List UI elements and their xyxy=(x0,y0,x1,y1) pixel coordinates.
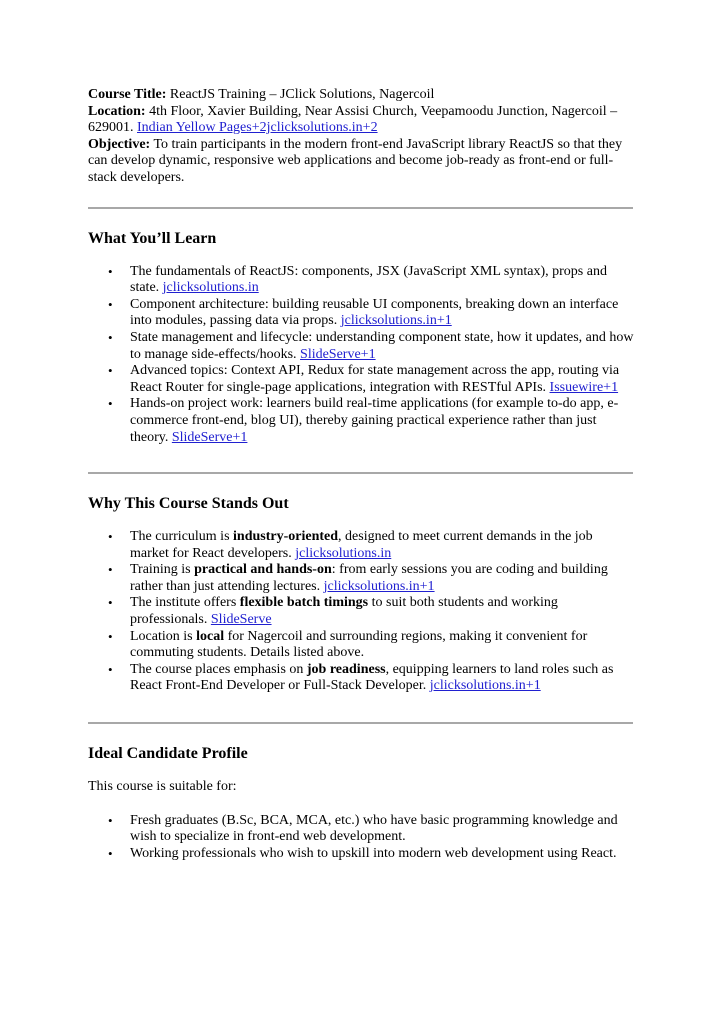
list-item: • Training is practical and hands-on: from early sessions you are coding and building rather than just attending lectures. jclicksolutions.in+1 xyxy=(130,562,634,595)
source-link[interactable]: jclicksolutions.in xyxy=(295,545,392,561)
source-link[interactable]: SlideServe+1 xyxy=(300,346,376,362)
list-item: • The institute offers flexible batch timings to suit both students and working professionals. SlideServe xyxy=(130,595,634,628)
section-heading-what-youll-learn: What You’ll Learn xyxy=(88,229,217,247)
list-item: • Advanced topics: Context API, Redux for state management across the app, routing via React Router for single-page applications, integration with RESTful APIs. Issuewire+1 xyxy=(130,363,634,396)
document-page xyxy=(88,87,634,862)
source-link[interactable]: Issuewire+1 xyxy=(549,379,619,395)
course-intro xyxy=(88,87,634,187)
list-item: • Location is local for Nagercoil and surrounding regions, making it convenient for commuting students. Details listed above. xyxy=(130,629,634,662)
list-item: • State management and lifecycle: understanding component state, how it updates, and how to manage side-effects/hooks. SlideServe+1 xyxy=(130,330,634,363)
section-heading-why-this-course: Why This Course Stands Out xyxy=(88,495,289,513)
standout-list xyxy=(88,529,634,695)
location-line xyxy=(88,104,634,137)
objective-value: To train participants in the modern front-end JavaScript library ReactJS so that they can develop dynamic, responsive web applications and become job-ready as front-end or full-stack developers. xyxy=(88,136,623,185)
location-value: 4th Floor, Xavier Building, Near Assisi Church, Veepamoodu Junction, Nagercoil – 629001. xyxy=(88,103,618,136)
objective-line xyxy=(88,137,634,187)
source-link[interactable]: jclicksolutions.in xyxy=(162,280,259,296)
location-label: Location: xyxy=(88,103,146,119)
list-item: • The course places emphasis on job readiness, equipping learners to land roles such as React Front-End Developer or Full-Stack Developer. jclicksolutions.in+1 xyxy=(130,662,634,695)
list-item: • The fundamentals of ReactJS: components, JSX (JavaScript XML syntax), props and state. jclicksolutions.in xyxy=(130,264,634,297)
course-title-label: Course Title: xyxy=(88,87,167,102)
section-heading-ideal-candidate: Ideal Candidate Profile xyxy=(88,745,248,763)
source-link[interactable]: jclicksolutions.in+1 xyxy=(323,578,435,594)
section-divider xyxy=(88,722,633,724)
list-item: • The curriculum is industry-oriented, designed to meet current demands in the job market for React developers. jclicksolutions.in xyxy=(130,529,634,562)
source-link[interactable]: jclicksolutions.in+1 xyxy=(429,678,541,694)
section-divider xyxy=(88,207,633,209)
learn-list xyxy=(88,264,634,447)
location-source-link[interactable]: Indian Yellow Pages+2jclicksolutions.in+2 xyxy=(137,120,378,136)
list-item: • Hands-on project work: learners build real-time applications (for example to-do app, e-commerce front-end, blog UI), thereby gaining practical experience rather than just theory. SlideServe+1 xyxy=(130,396,634,446)
section-divider xyxy=(88,472,633,474)
source-link[interactable]: jclicksolutions.in+1 xyxy=(340,313,452,329)
list-item: • Working professionals who wish to upskill into modern web development using React. xyxy=(130,846,634,863)
source-link[interactable]: SlideServe xyxy=(210,612,272,628)
source-link[interactable]: SlideServe+1 xyxy=(171,429,248,445)
list-item: • Component architecture: building reusable UI components, breaking down an interface into modules, passing data via props. jclicksolutions.in+1 xyxy=(130,297,634,330)
course-title-value: ReactJS Training – JClick Solutions, Nagercoil xyxy=(166,87,435,102)
candidate-list xyxy=(88,813,634,863)
course-title-line xyxy=(88,87,634,104)
candidate-intro: This course is suitable for: xyxy=(88,779,237,795)
objective-label: Objective: xyxy=(88,136,151,152)
list-item: • Fresh graduates (B.Sc, BCA, MCA, etc.) who have basic programming knowledge and wish to specialize in front-end web development. xyxy=(130,813,634,846)
